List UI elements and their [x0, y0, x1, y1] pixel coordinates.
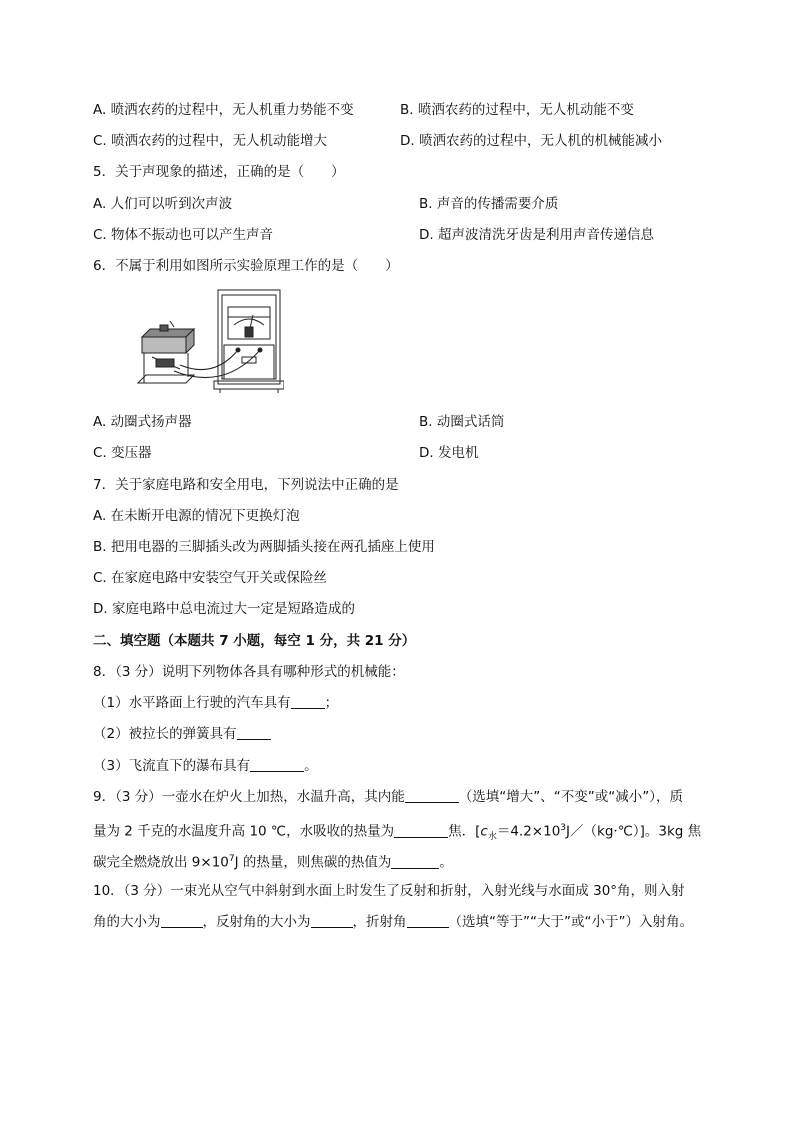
q8-part-3-end: 。 — [304, 758, 318, 774]
q8-part-2-text: （2）被拉长的弹簧具有 — [93, 726, 237, 742]
answer-blank[interactable] — [237, 725, 271, 740]
q4-option-a: A. 喷洒农药的过程中，无人机重力势能不变 — [93, 102, 354, 118]
q10-line-2c: ，折射角 — [352, 914, 407, 930]
q4-option-b: B. 喷洒农药的过程中，无人机动能不变 — [400, 102, 634, 118]
q9-line-3 — [93, 849, 453, 873]
q9-line-2c: ＝4.2×10 — [496, 823, 561, 840]
answer-blank[interactable] — [394, 823, 448, 838]
section-heading: 二、填空题（本题共 7 小题，每空 1 分，共 21 分） — [93, 633, 416, 649]
q4-option-c: C. 喷洒农药的过程中，无人机动能增大 — [93, 133, 328, 149]
q10-line-2b: ，反射角的大小为 — [202, 914, 311, 930]
q5-option-b: B. 声音的传播需要介质 — [419, 196, 559, 212]
q8-part-3-text: （3）飞流直下的瀑布具有 — [93, 758, 251, 774]
q10-line-2a: 角的大小为 — [93, 914, 161, 930]
q10-line-2d: （选填“等于”“大于”或“小于”）入射角。 — [448, 914, 693, 930]
q10-line-1: 10．（3 分）一束光从空气中斜射到水面上时发生了反射和折射，入射光线与水面成 30°角，则入射 — [93, 883, 685, 899]
answer-blank[interactable] — [250, 757, 304, 772]
q6-option-a: A. 动圈式扬声器 — [93, 414, 192, 430]
answer-blank[interactable] — [291, 694, 325, 709]
q5-option-a: A. 人们可以听到次声波 — [93, 196, 233, 212]
exponent: 3 — [560, 823, 567, 833]
q8-part-3 — [93, 756, 318, 776]
q8-stem: 8．（3 分）说明下列物体各具有哪种形式的机械能： — [93, 664, 405, 680]
q6-option-c: C. 变压器 — [93, 445, 152, 461]
q8-part-1-text: （1）水平路面上行驶的汽车具有 — [93, 695, 291, 711]
answer-blank[interactable] — [311, 913, 353, 928]
answer-blank[interactable] — [391, 854, 439, 869]
q9-line-2d: J／（kg·℃）]。3kg 焦 — [566, 823, 702, 840]
q7-option-c: C. 在家庭电路中安装空气开关或保险丝 — [93, 570, 328, 586]
q8-part-2 — [93, 724, 271, 744]
q4-option-d: D. 喷洒农药的过程中，无人机的机械能减小 — [400, 133, 662, 149]
q9-line-2 — [93, 818, 701, 847]
q5-option-c: C. 物体不振动也可以产生声音 — [93, 227, 274, 243]
q9-line-2b: 焦．[ — [448, 823, 481, 840]
q7-option-a: A. 在未断开电源的情况下更换灯泡 — [93, 508, 300, 524]
q9-line-1a: 9．（3 分）一壶水在炉火上加热，水温升高，其内能 — [93, 789, 405, 805]
q7-option-d: D. 家庭电路中总电流过大一定是短路造成的 — [93, 601, 355, 617]
q9-line-1 — [93, 787, 683, 807]
specific-heat-symbol: c — [480, 823, 488, 840]
answer-blank[interactable] — [407, 913, 449, 928]
q9-line-3b: J 的热量，则焦碳的热值为 — [234, 854, 392, 871]
q10-line-2 — [93, 912, 693, 932]
q7-option-b: B. 把用电器的三脚插头改为两脚插头接在两孔插座上使用 — [93, 539, 435, 555]
q5-option-d: D. 超声波清洗牙齿是利用声音传递信息 — [419, 227, 654, 243]
q9-line-2a: 量为 2 千克的水温度升高 10 ℃，水吸收的热量为 — [93, 823, 395, 840]
q7-stem: 7．关于家庭电路和安全用电，下列说法中正确的是 — [93, 477, 399, 493]
galvanometer-experiment-figure — [134, 287, 284, 402]
q5-stem: 5．关于声现象的描述，正确的是（ ） — [93, 164, 345, 180]
q6-stem: 6．不属于利用如图所示实验原理工作的是（ ） — [93, 258, 399, 274]
q6-option-d: D. 发电机 — [419, 445, 479, 461]
q6-option-b: B. 动圈式话筒 — [419, 414, 505, 430]
q9-line-3a: 碳完全燃烧放出 9×10 — [93, 854, 229, 871]
specific-heat-subscript: 水 — [487, 832, 497, 843]
q9-line-3c: 。 — [439, 854, 453, 871]
q9-line-1b: （选填“增大”、“不变”或“减小”），质 — [458, 789, 683, 805]
q8-part-1 — [93, 693, 338, 713]
q8-part-1-end: ； — [324, 695, 339, 711]
answer-blank[interactable] — [161, 913, 203, 928]
answer-blank[interactable] — [405, 788, 459, 803]
exponent: 7 — [228, 854, 235, 864]
